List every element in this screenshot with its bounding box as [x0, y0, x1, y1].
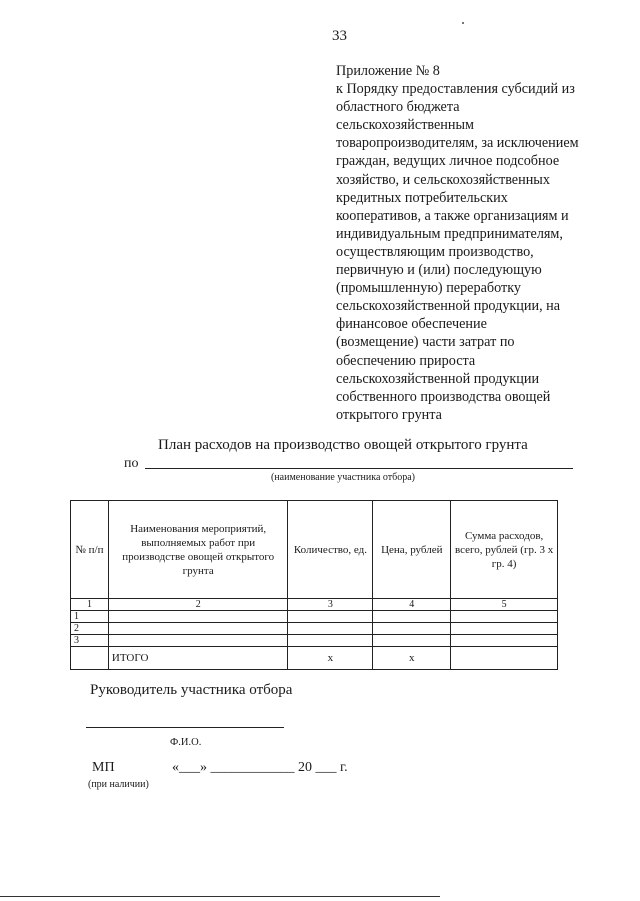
table-row [71, 635, 558, 647]
row-price-cell [373, 623, 451, 635]
appendix-line: сельскохозяйственной продукции, на [336, 298, 561, 315]
appendix-line: кооперативов, а также организациям и [336, 207, 569, 224]
row-number: 1 [71, 611, 109, 623]
total-row [71, 647, 558, 670]
appendix-line: индивидуальным предпринимателям, [336, 225, 563, 242]
column-number: 4 [373, 599, 451, 611]
column-number-row [71, 599, 558, 611]
appendix-line: (возмещение) части затрат по [336, 334, 515, 351]
table-row [71, 611, 558, 623]
expense-plan-table [70, 500, 558, 670]
po-label: по [124, 456, 139, 471]
participant-name-line [145, 468, 573, 469]
row-activity-cell [108, 611, 288, 623]
row-price-cell [373, 635, 451, 647]
table-header-row [71, 501, 558, 599]
appendix-line: финансовое обеспечение [336, 316, 487, 333]
appendix-line: обеспечению прироста [336, 352, 476, 369]
appendix-line: областного бюджета [336, 99, 460, 116]
row-sum-cell [451, 635, 558, 647]
row-sum-cell [451, 611, 558, 623]
total-number-cell [71, 647, 109, 670]
appendix-line: первичную и (или) последующую [336, 262, 542, 279]
row-activity-cell [108, 623, 288, 635]
appendix-line: осуществляющим производство, [336, 243, 534, 260]
appendix-line: (промышленную) переработку [336, 280, 521, 297]
appendix-heading [336, 62, 626, 424]
scan-speck [462, 22, 464, 24]
row-price-cell [373, 611, 451, 623]
appendix-line: кредитных потребительских [336, 189, 508, 206]
appendix-line: собственного производства овощей [336, 388, 551, 405]
header-quantity: Количество, ед. [288, 501, 373, 599]
row-sum-cell [451, 623, 558, 635]
total-label: ИТОГО [108, 647, 288, 670]
plan-title: План расходов на производство овощей открытого грунта [158, 437, 528, 453]
column-number: 3 [288, 599, 373, 611]
row-quantity-cell [288, 623, 373, 635]
column-number: 5 [451, 599, 558, 611]
appendix-line: Приложение № 8 [336, 63, 440, 79]
row-quantity-cell [288, 635, 373, 647]
appendix-line: граждан, ведущих личное подсобное [336, 153, 560, 170]
row-number: 3 [71, 635, 109, 647]
header-price: Цена, рублей [373, 501, 451, 599]
leader-label: Руководитель участника отбора [90, 682, 293, 698]
appendix-line: товаропроизводителям, за исключением [336, 135, 579, 152]
footer-divider [0, 896, 440, 897]
appendix-line: сельскохозяйственным [336, 117, 475, 134]
total-quantity: х [288, 647, 373, 670]
row-number: 2 [71, 623, 109, 635]
page-number: 33 [332, 28, 347, 44]
fio-caption: Ф.И.О. [170, 737, 202, 748]
signature-line [86, 727, 284, 728]
appendix-line: хозяйство, и сельскохозяйственных [336, 171, 550, 188]
participant-name-caption: (наименование участника отбора) [271, 472, 415, 483]
stamp-place-label: МП [92, 760, 115, 775]
table-row [71, 623, 558, 635]
total-sum-cell [451, 647, 558, 670]
appendix-line: к Порядку предоставления субсидий из [336, 81, 575, 98]
header-sum: Сумма расходов, всего, рублей (гр. 3 х гр. 4) [451, 501, 558, 599]
appendix-line: сельскохозяйственной продукции [336, 370, 540, 387]
column-number: 1 [71, 599, 109, 611]
header-number: № п/п [71, 501, 109, 599]
appendix-line: открытого грунта [336, 406, 442, 423]
row-quantity-cell [288, 611, 373, 623]
total-price: х [373, 647, 451, 670]
stamp-note: (при наличии) [88, 779, 149, 790]
date-field: «___» ____________ 20 ___ г. [172, 760, 348, 775]
column-number: 2 [108, 599, 288, 611]
header-activities: Наименования мероприятий, выполняемых работ при производстве овощей открытого грунта [108, 501, 288, 599]
row-activity-cell [108, 635, 288, 647]
